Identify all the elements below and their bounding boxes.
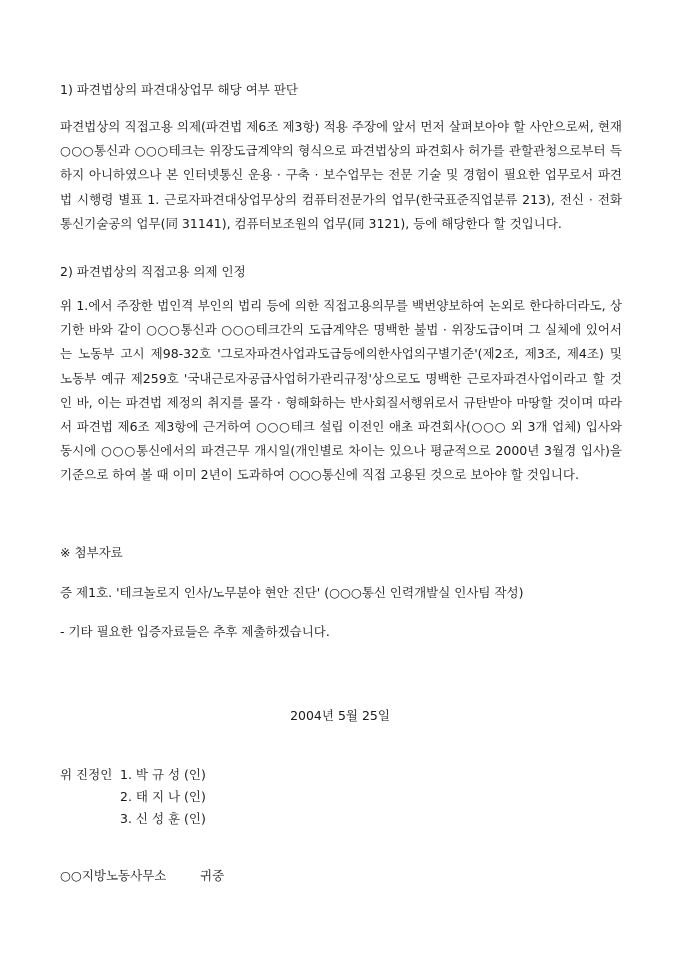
attachment-item-1: 증 제1호. '테크놀로지 인사/노무분야 현안 진단' (○○○통신 인력개발실 인사팀 작성) [60,585,524,600]
addressee-suffix: 귀중 [200,868,225,883]
document-date: 2004년 5월 25일 [290,708,390,723]
petitioners-prefix: 위 진정인 [60,767,113,782]
petitioner-3: 3. 신 성 훈 (인) [120,811,206,826]
petitioner-1: 1. 박 규 성 (인) [120,767,206,782]
section2-body: 위 1.에서 주장한 법인격 부인의 법리 등에 의한 직접고용의무를 백번양보하여 논외로 한다하더라도, 상기한 바와 같이 ○○○통신과 ○○○테크간의 도급계약은 명백한 불법 · 위장도급이며 그 실체에 있어서는 노동부 고시 제98-32호 '그로자파견사업과도급등에의한사업의구별기준'(제2조, 제3조, 제4조) 및 노동부 예규 제259호 '국내근로자공급사업허가관리규정'상으로도 명백한 근로자파견사업이라고 할 것인 바, 이는 파견법 제정의 취지를 몰각 · 형해화하는 반사회질서행위로서 규탄받아 마땅할 것이며 따라서 파견법 제6조 제3항에 근거하여 ○○○테크 설립 이전인 애초 파견회사(○○○ 외 3개 업체) 입사와 동시에 ○○○통신에서의 파견근무 개시일(개인별로 차이는 있으나 평균적으로 2000년 3월경 입사)을 기준으로 하여 볼 때 이미 2년이 도과하여 ○○○통신에 직접 고용된 것으로 보아야 할 것입니다. [60,298,622,483]
attachments-heading: ※ 첨부자료 [60,545,123,560]
section1-heading: 1) 파견법상의 파견대상업무 해당 여부 판단 [60,82,298,97]
addressee-office: ○○지방노동사무소 [60,868,167,883]
attachment-item-2: - 기타 필요한 입증자료들은 추후 제출하겠습니다. [60,624,330,639]
petitioner-2: 2. 태 지 나 (인) [120,789,206,804]
section2-heading: 2) 파견법상의 직접고용 의제 인정 [60,264,246,279]
section1-body: 파견법상의 직접고용 의제(파견법 제6조 제3항) 적용 주장에 앞서 먼저 살펴보아야 할 사안으로써, 현재 ○○○통신과 ○○○테크는 위장도급계약의 형식으로 파견법상의 파견회사 허가를 관할관청으로부터 득하지 아니하였으나 본 인터넷통신 운용 · 구축 · 보수업무는 전문 기술 및 경험이 필요한 업무로서 파견법 시행령 별표 1. 근로자파견대상업무상의 컴퓨터전문가의 업무(한국표준직업분류 213), 전신 · 전화통신기술공의 업무(同 31141), 컴퓨터보조원의 업무(同 3121), 등에 해당한다 할 것입니다. [60,119,622,231]
